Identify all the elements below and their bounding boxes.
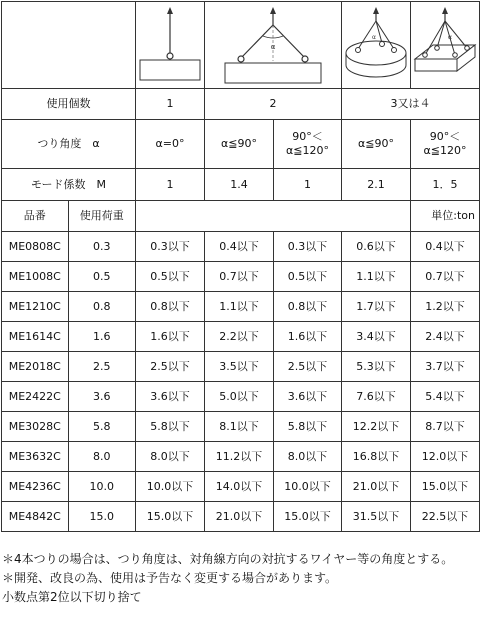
load-limit-cell: 10.0以下 bbox=[135, 472, 204, 502]
three-point-lift-diagram bbox=[342, 3, 410, 87]
angle-cell: α=0° bbox=[135, 120, 204, 169]
load-limit-cell: 15.0以下 bbox=[410, 472, 479, 502]
load-limit-cell: 14.0以下 bbox=[204, 472, 273, 502]
load-limit-cell: 12.2以下 bbox=[341, 412, 410, 442]
product-code: ME2422C bbox=[2, 382, 69, 412]
load-limit-cell: 8.1以下 bbox=[204, 412, 273, 442]
load-limit-cell: 5.3以下 bbox=[341, 352, 410, 382]
footnotes bbox=[2, 550, 478, 607]
load-limit-cell: 15.0以下 bbox=[273, 502, 341, 532]
load-limit-cell: 2.4以下 bbox=[410, 322, 479, 352]
load-limit-cell: 1.1以下 bbox=[204, 292, 273, 322]
footnote: ＊開発、改良の為、使用は予告なく変更する場合があります。 bbox=[2, 571, 338, 585]
data-rows bbox=[2, 232, 480, 532]
mode-value: 1.4 bbox=[204, 169, 273, 201]
product-code: ME4236C bbox=[2, 472, 69, 502]
single-lift-diagram bbox=[136, 3, 204, 87]
load-limit-cell: 21.0以下 bbox=[204, 502, 273, 532]
table-row bbox=[2, 472, 480, 502]
load-limit-cell: 8.0以下 bbox=[273, 442, 341, 472]
mode-factor-row bbox=[2, 169, 480, 201]
load-limit-cell: 3.4以下 bbox=[341, 322, 410, 352]
mode-value: 1 bbox=[135, 169, 204, 201]
angle-label: つり角度 α bbox=[2, 120, 136, 169]
product-code: ME2018C bbox=[2, 352, 69, 382]
product-code: ME1614C bbox=[2, 322, 69, 352]
load-limit-cell: 0.3以下 bbox=[135, 232, 204, 262]
load-limit-cell: 10.0以下 bbox=[273, 472, 341, 502]
svg-text:α: α bbox=[447, 34, 452, 41]
load-limit-cell: 0.7以下 bbox=[410, 262, 479, 292]
count-multi: 3又は４ bbox=[341, 89, 479, 120]
product-code: ME1008C bbox=[2, 262, 69, 292]
load-limit-cell: 12.0以下 bbox=[410, 442, 479, 472]
table-row bbox=[2, 412, 480, 442]
load-limit-cell: 3.6以下 bbox=[273, 382, 341, 412]
table-row bbox=[2, 502, 480, 532]
load-limit-cell: 22.5以下 bbox=[410, 502, 479, 532]
angle-cell: α≦90° bbox=[341, 120, 410, 169]
angle-row bbox=[2, 120, 480, 169]
load-limit-cell: 8.0以下 bbox=[135, 442, 204, 472]
diagram-row bbox=[2, 2, 480, 89]
working-load: 0.5 bbox=[68, 262, 135, 292]
svg-text:α: α bbox=[371, 34, 376, 41]
load-limit-cell: 1.6以下 bbox=[135, 322, 204, 352]
footnote: 小数点第2位以下切り捨て bbox=[2, 590, 142, 604]
load-limit-cell: 0.8以下 bbox=[135, 292, 204, 322]
count-label: 使用個数 bbox=[2, 89, 136, 120]
working-load: 10.0 bbox=[68, 472, 135, 502]
table-row bbox=[2, 232, 480, 262]
product-code-header: 品番 bbox=[2, 201, 69, 232]
table-row bbox=[2, 382, 480, 412]
diagram-three-point-disc bbox=[341, 2, 410, 89]
working-load-header: 使用荷重 bbox=[68, 201, 135, 232]
load-limit-cell: 3.7以下 bbox=[410, 352, 479, 382]
working-load: 15.0 bbox=[68, 502, 135, 532]
load-limit-cell: 11.2以下 bbox=[204, 442, 273, 472]
product-code: ME3632C bbox=[2, 442, 69, 472]
load-limit-cell: 3.5以下 bbox=[204, 352, 273, 382]
two-point-lift-diagram bbox=[205, 3, 341, 87]
load-limit-cell: 1.2以下 bbox=[410, 292, 479, 322]
blank-corner-cell bbox=[2, 2, 136, 89]
load-limit-cell: 2.5以下 bbox=[273, 352, 341, 382]
product-code: ME4842C bbox=[2, 502, 69, 532]
count-double: 2 bbox=[204, 89, 341, 120]
header-blank bbox=[135, 201, 410, 232]
load-limit-cell: 0.5以下 bbox=[273, 262, 341, 292]
table-row bbox=[2, 262, 480, 292]
mode-label: モード係数 M bbox=[2, 169, 136, 201]
working-load: 2.5 bbox=[68, 352, 135, 382]
diagram-four-point-plate bbox=[410, 2, 479, 89]
mode-value: 1 bbox=[273, 169, 341, 201]
load-limit-cell: 1.7以下 bbox=[341, 292, 410, 322]
column-header-row bbox=[2, 201, 480, 232]
load-limit-cell: 0.6以下 bbox=[341, 232, 410, 262]
load-limit-cell: 15.0以下 bbox=[135, 502, 204, 532]
four-point-lift-diagram bbox=[411, 3, 479, 87]
working-load: 0.3 bbox=[68, 232, 135, 262]
count-single: 1 bbox=[135, 89, 204, 120]
count-row bbox=[2, 89, 480, 120]
load-limit-cell: 3.6以下 bbox=[135, 382, 204, 412]
mode-value: 1．5 bbox=[410, 169, 479, 201]
load-limit-cell: 5.4以下 bbox=[410, 382, 479, 412]
product-code: ME3028C bbox=[2, 412, 69, 442]
working-load: 0.8 bbox=[68, 292, 135, 322]
load-limit-cell: 0.4以下 bbox=[204, 232, 273, 262]
table-row bbox=[2, 292, 480, 322]
load-limit-cell: 1.1以下 bbox=[341, 262, 410, 292]
load-limit-cell: 8.7以下 bbox=[410, 412, 479, 442]
working-load: 3.6 bbox=[68, 382, 135, 412]
angle-cell: 90°＜ α≦120° bbox=[273, 120, 341, 169]
working-load: 1.6 bbox=[68, 322, 135, 352]
diagram-two-point bbox=[204, 2, 341, 89]
load-limit-cell: 2.2以下 bbox=[204, 322, 273, 352]
load-limit-cell: 5.8以下 bbox=[135, 412, 204, 442]
working-load: 8.0 bbox=[68, 442, 135, 472]
working-load: 5.8 bbox=[68, 412, 135, 442]
table-row bbox=[2, 442, 480, 472]
mode-value: 2.1 bbox=[341, 169, 410, 201]
load-limit-cell: 0.8以下 bbox=[273, 292, 341, 322]
load-limit-cell: 7.6以下 bbox=[341, 382, 410, 412]
load-limit-cell: 5.8以下 bbox=[273, 412, 341, 442]
unit-label: 単位:ton bbox=[410, 201, 479, 232]
load-limit-cell: 0.5以下 bbox=[135, 262, 204, 292]
load-limit-cell: 0.3以下 bbox=[273, 232, 341, 262]
load-limit-cell: 21.0以下 bbox=[341, 472, 410, 502]
svg-text:α: α bbox=[270, 43, 276, 51]
table-row bbox=[2, 352, 480, 382]
footnote: ＊4本つりの場合は、つり角度は、対角線方向の対抗するワイヤー等の角度とする。 bbox=[2, 552, 454, 566]
angle-cell: α≦90° bbox=[204, 120, 273, 169]
product-code: ME1210C bbox=[2, 292, 69, 322]
load-limit-cell: 0.4以下 bbox=[410, 232, 479, 262]
load-spec-table bbox=[1, 1, 480, 532]
load-limit-cell: 31.5以下 bbox=[341, 502, 410, 532]
diagram-single-vertical bbox=[135, 2, 204, 89]
load-limit-cell: 1.6以下 bbox=[273, 322, 341, 352]
angle-cell: 90°＜ α≦120° bbox=[410, 120, 479, 169]
load-limit-cell: 2.5以下 bbox=[135, 352, 204, 382]
load-limit-cell: 0.7以下 bbox=[204, 262, 273, 292]
load-limit-cell: 5.0以下 bbox=[204, 382, 273, 412]
product-code: ME0808C bbox=[2, 232, 69, 262]
load-limit-cell: 16.8以下 bbox=[341, 442, 410, 472]
table-row bbox=[2, 322, 480, 352]
